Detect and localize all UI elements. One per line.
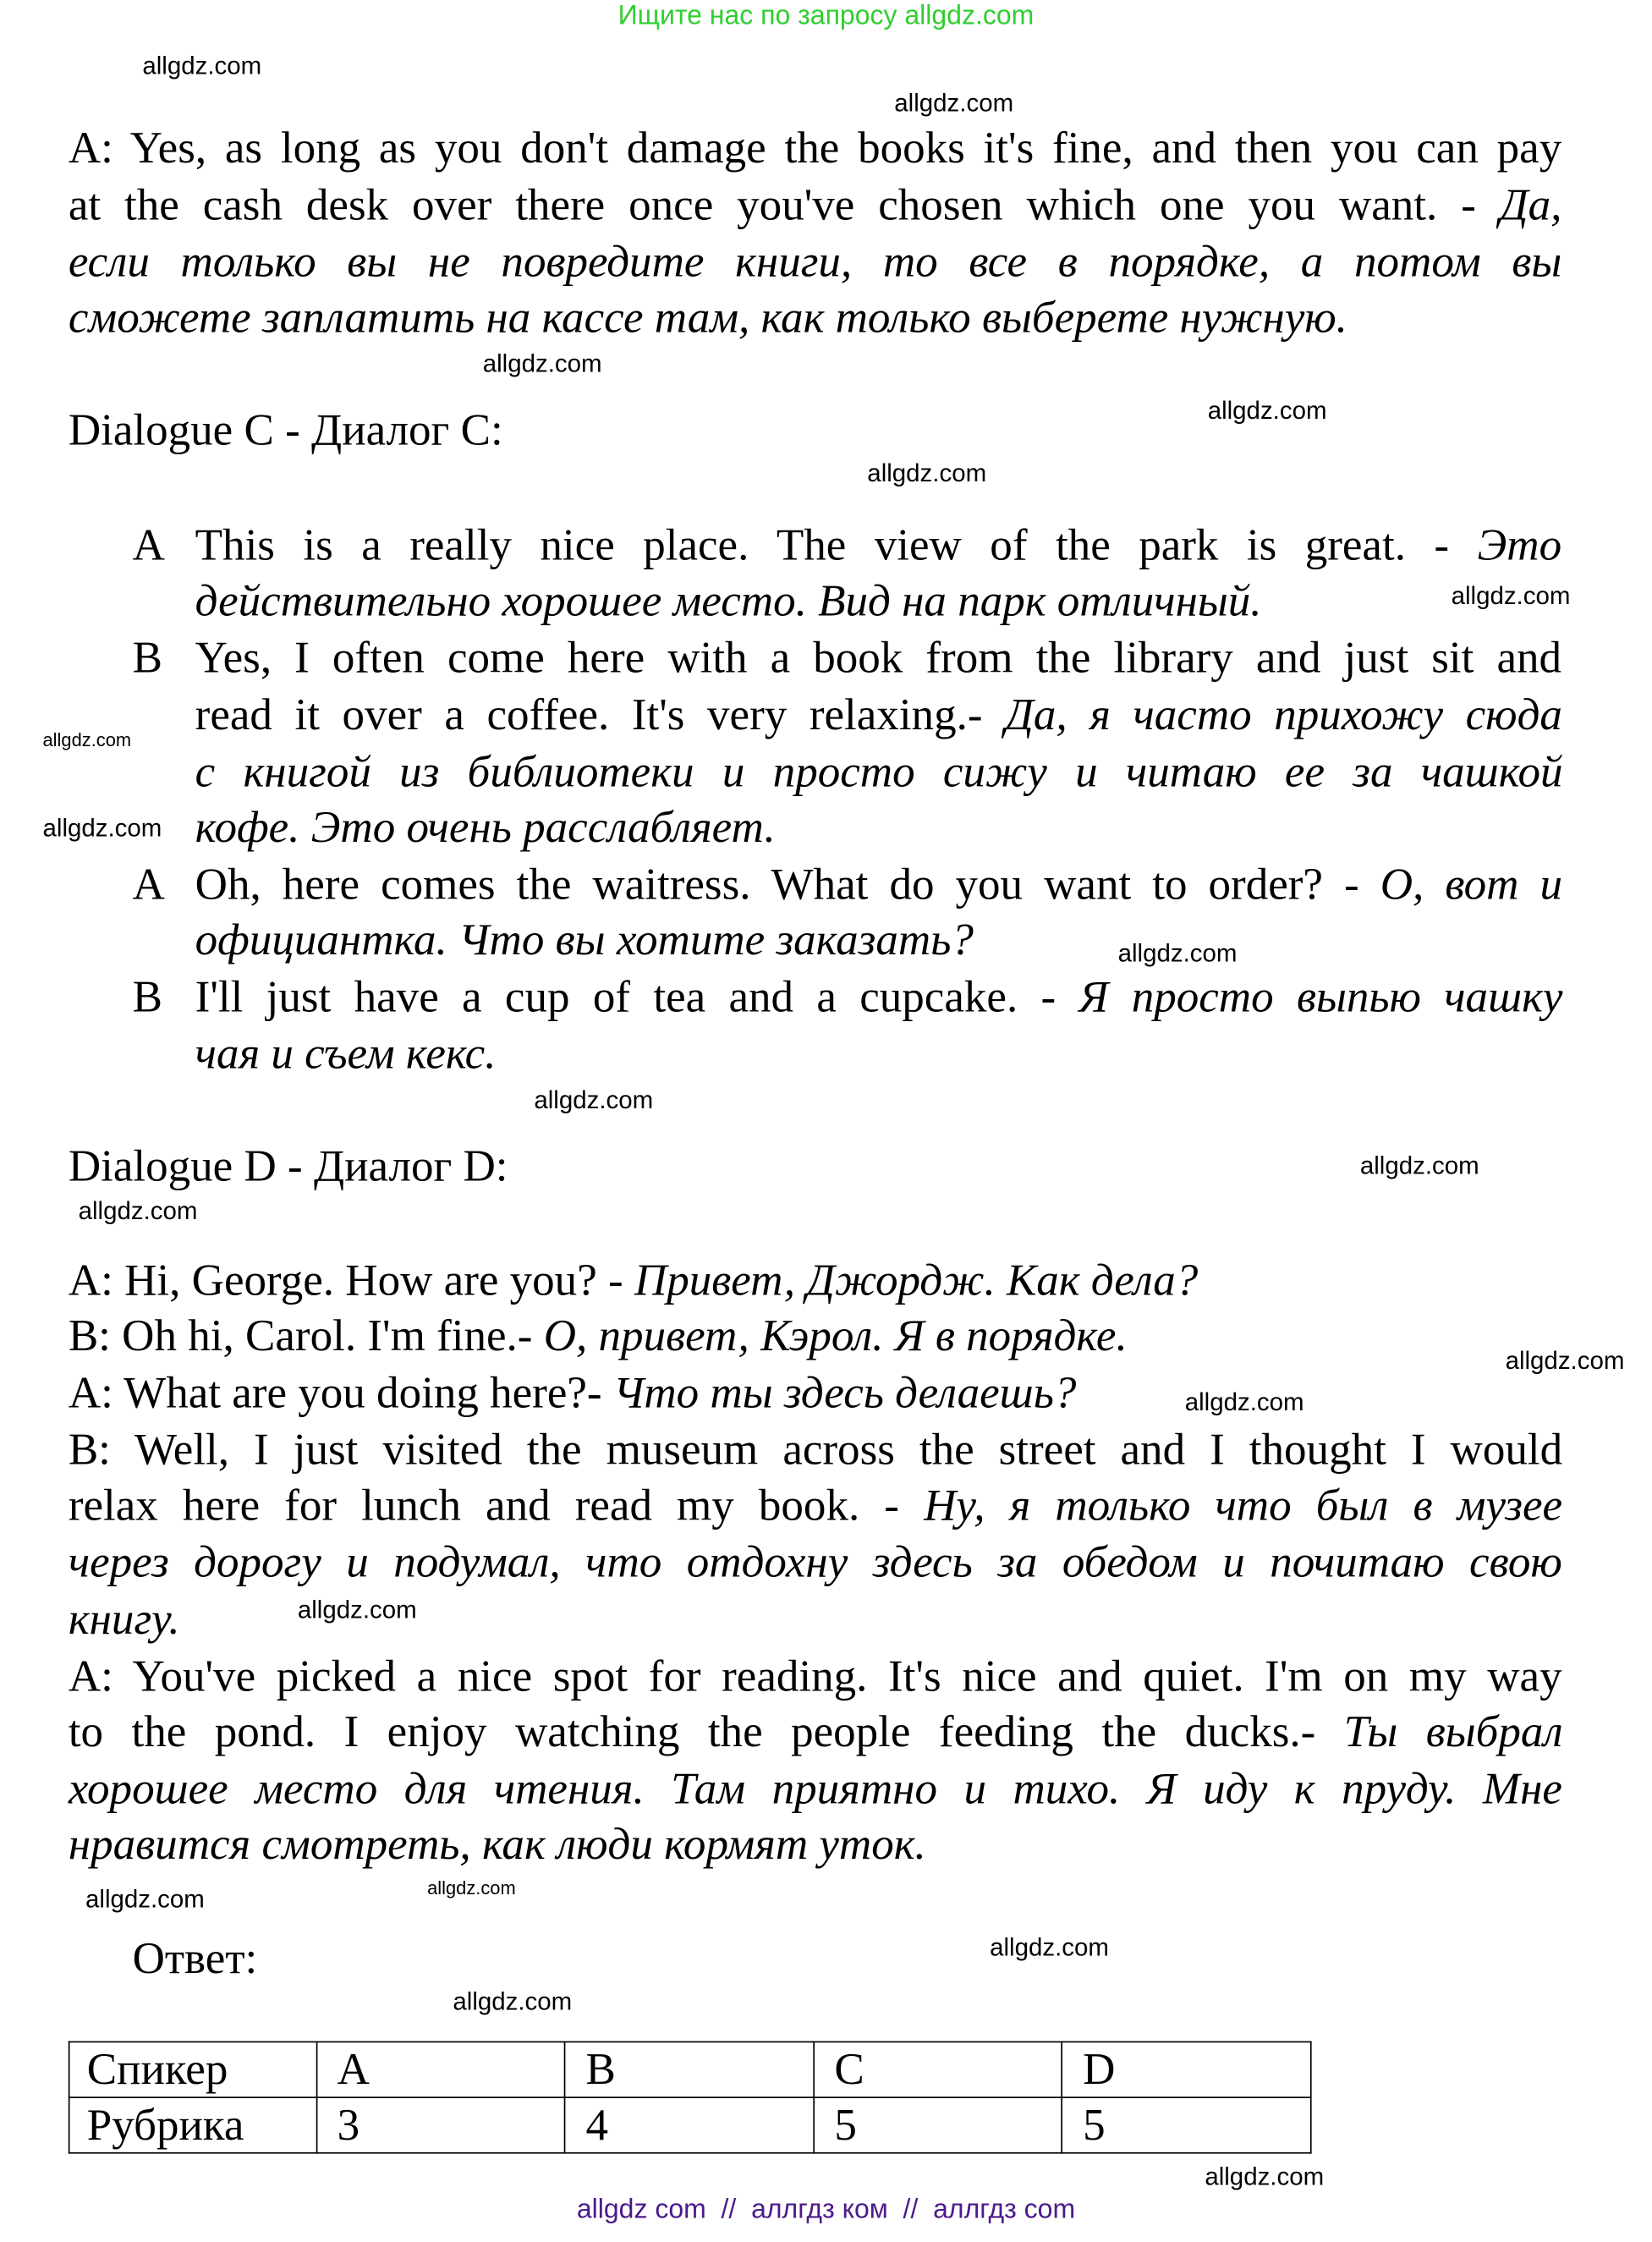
dialogue-line [195, 799, 1562, 855]
line-text [69, 292, 1347, 342]
dialogue-line [69, 1534, 1562, 1591]
table-row [69, 2041, 1311, 2097]
russian-translation: сможете заплатить на кассе там, как только выберете нужную. [68, 292, 1347, 343]
table-cell: 4 [565, 2097, 814, 2153]
english-text: This is a really nice place. The view of the park is great. - [195, 519, 1478, 570]
russian-translation: действительно хорошее место. Вид на парк отличный. [195, 575, 1262, 626]
watermark: allgdz.com [297, 1595, 417, 1624]
speaker-label: B [132, 632, 162, 683]
dialogue-line [69, 1308, 1562, 1365]
watermark: allgdz.com [142, 51, 262, 80]
site-footer: allgdz com // аллгдз ком // аллгдз com [576, 2195, 1076, 2225]
english-text: A: Hi, George. How are you? - [68, 1255, 634, 1305]
russian-translation: О, вот и [1380, 859, 1563, 909]
text-line [69, 177, 1562, 234]
line-text [69, 1594, 180, 1644]
english-text: I'll just have a cup of tea and a cupcake. - [195, 971, 1079, 1022]
dialogue-line [132, 856, 1563, 913]
russian-translation: через дорогу и подумал, что отдохну здесь за обедом и почитаю свою [68, 1536, 1562, 1587]
watermark: allgdz.com [482, 349, 602, 378]
russian-translation: Это [1477, 519, 1562, 570]
english-text: Oh, here comes the waitress. What do you want to order? - [195, 859, 1380, 909]
table-cell: Спикер [69, 2041, 316, 2097]
watermark: allgdz.com [42, 813, 162, 843]
dialogue-line [195, 573, 1562, 629]
russian-translation: нравится смотреть, как люди кормят уток. [68, 1818, 926, 1869]
english-text: relax here for lunch and read my book. - [68, 1480, 925, 1530]
dialogue-line [69, 1591, 1562, 1648]
watermark: allgdz.com [42, 729, 132, 751]
english-text: B: Well, I just visited the museum across the street and I thought I would [68, 1424, 1563, 1475]
watermark: allgdz.com [1205, 2162, 1325, 2191]
table-cell: B [565, 2041, 814, 2097]
line-text [69, 1819, 926, 1869]
russian-translation: О, привет, Кэрол. Я в порядке. [543, 1310, 1128, 1360]
watermark: allgdz.com [453, 1986, 573, 2016]
speaker-label: A [132, 859, 165, 909]
russian-translation: если только вы не повредите книги, то все в порядке, а потом вы [68, 236, 1562, 287]
dialogue-line [195, 912, 1562, 969]
english-text: B: Oh hi, Carol. I'm fine.- [68, 1310, 544, 1360]
russian-translation: Привет, Джордж. Как дела? [634, 1255, 1199, 1305]
watermark: allgdz.com [990, 1932, 1109, 1962]
russian-translation: Ну, я только что был в музее [924, 1480, 1563, 1530]
line-text [69, 1480, 1562, 1530]
watermark: allgdz.com [85, 1884, 205, 1914]
dialogue-line [69, 1477, 1562, 1534]
russian-translation: Что ты здесь делаешь? [612, 1367, 1077, 1418]
table-cell: 5 [814, 2097, 1062, 2153]
watermark: allgdz.com [1184, 1387, 1304, 1416]
watermark: allgdz.com [1117, 938, 1238, 968]
russian-translation: книгу. [68, 1593, 180, 1644]
line-text [69, 1367, 1077, 1417]
answer-label: Ответ: [132, 1932, 258, 1983]
dialogue-line [132, 629, 1562, 686]
russian-translation: Я просто выпью чашку [1078, 971, 1563, 1022]
english-text: at the cash desk over there once you've chosen which one you want. - [68, 179, 1500, 230]
line-text [69, 1651, 1562, 1701]
line-text [195, 971, 1563, 1021]
russian-translation: с книгой из библиотеки и просто сижу и читаю ее за чашкой [195, 746, 1563, 797]
russian-translation: официантка. Что вы хотите заказать? [195, 914, 974, 964]
english-text: Yes, I often come here with a book from the library and just sit and [195, 632, 1562, 683]
line-text [195, 690, 1562, 739]
watermark: allgdz.com [867, 459, 987, 487]
line-text [69, 1425, 1562, 1475]
watermark: allgdz.com [427, 1877, 516, 1899]
watermark: allgdz.com [894, 88, 1014, 118]
text-line [69, 119, 1562, 176]
dialogue-line [69, 1252, 1562, 1309]
line-text [69, 1706, 1563, 1756]
dialogue-line [69, 1648, 1562, 1705]
line-text [69, 1763, 1562, 1813]
english-text: read it over a coffee. It's very relaxing.- [195, 689, 1006, 739]
watermark: allgdz.com [1451, 580, 1571, 610]
line-text [195, 520, 1561, 570]
site-banner: Ищите нас по запросу allgdz.com [617, 1, 1035, 32]
english-text: A: You've picked a nice spot for reading. It's nice and quiet. I'm on my way [68, 1651, 1562, 1701]
russian-translation: Да, я часто прихожу сюда [1005, 689, 1562, 739]
dialogue-c-heading: Dialogue C - Диалог C: [68, 404, 503, 455]
dialogue-line [132, 969, 1563, 1025]
russian-translation: Да, [1499, 179, 1562, 230]
watermark: allgdz.com [78, 1196, 198, 1225]
line-text [195, 633, 1561, 683]
watermark: allgdz.com [1359, 1151, 1479, 1180]
dialogue-d-heading: Dialogue D - Диалог D: [68, 1140, 508, 1191]
speaker-label: A [132, 519, 165, 570]
dialogue-line [69, 1704, 1562, 1761]
line-text [195, 859, 1562, 909]
table-cell: C [814, 2041, 1062, 2097]
dialogue-line [132, 517, 1562, 574]
line-text [195, 1029, 497, 1079]
english-text: A: Yes, as long as you don't damage the books it's fine, and then you can pay [68, 122, 1562, 173]
watermark: allgdz.com [1505, 1346, 1625, 1375]
russian-translation: Ты выбрал [1343, 1706, 1563, 1756]
table-cell: 3 [316, 2097, 565, 2153]
watermark: allgdz.com [534, 1085, 654, 1114]
line-text [69, 1311, 1128, 1360]
table-cell: Рубрика [69, 2097, 316, 2153]
table-row [69, 2097, 1311, 2153]
answer-table [69, 2041, 1312, 2154]
english-text: to the pond. I enjoy watching the people feeding the ducks.- [68, 1706, 1344, 1756]
line-text [69, 1255, 1199, 1305]
dialogue-line [69, 1816, 1562, 1873]
line-text [69, 179, 1562, 229]
russian-translation: чая и съем кекс. [195, 1028, 497, 1079]
table-cell: A [316, 2041, 565, 2097]
russian-translation: кофе. Это очень расслабляет. [195, 801, 776, 852]
dialogue-line [69, 1421, 1562, 1478]
dialogue-line [195, 686, 1562, 743]
dialogue-line [195, 744, 1562, 800]
watermark: allgdz.com [1207, 396, 1327, 425]
line-text [195, 746, 1563, 796]
speaker-label: B [132, 971, 162, 1022]
line-text [195, 575, 1262, 625]
line-text [69, 123, 1561, 173]
table-cell: D [1062, 2041, 1311, 2097]
line-text [69, 1537, 1562, 1587]
text-line [69, 234, 1562, 290]
text-line [69, 289, 1562, 346]
dialogue-line [69, 1365, 1562, 1421]
table-cell: 5 [1062, 2097, 1311, 2153]
russian-translation: хорошее место для чтения. Там приятно и тихо. Я иду к пруду. Мне [68, 1763, 1562, 1814]
line-text [69, 236, 1561, 286]
dialogue-line [195, 1025, 1562, 1082]
line-text [195, 802, 776, 852]
line-text [195, 915, 974, 964]
english-text: A: What are you doing here?- [68, 1367, 613, 1418]
dialogue-line [69, 1761, 1562, 1817]
